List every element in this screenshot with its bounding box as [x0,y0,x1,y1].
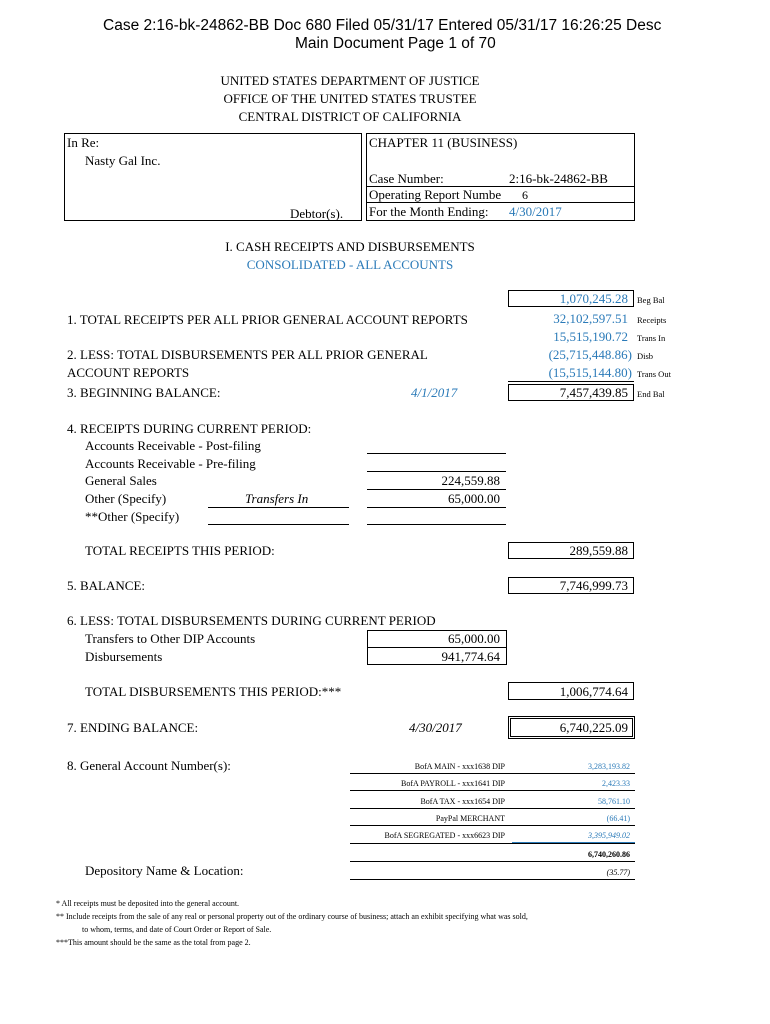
ar-post-label: Accounts Receivable - Post-filing [85,438,261,453]
total-receipts-label: TOTAL RECEIPTS THIS PERIOD: [85,543,275,558]
case-header-line2: Main Document Page 1 of 70 [295,35,496,52]
account-row-line [350,773,635,774]
end-bal-tag: End Bal [637,389,665,399]
section-subtitle: CONSOLIDATED - ALL ACCOUNTS [246,257,454,272]
section-title: I. CASH RECEIPTS AND DISBURSEMENTS [225,239,475,254]
item-1-label: 1. TOTAL RECEIPTS PER ALL PRIOR GENERAL ACCOUNT REPORTS [67,312,468,327]
end-bal-value: 7,457,439.85 [559,385,628,400]
account-row-line [350,790,635,791]
disbursements-value: 941,774.64 [441,649,500,664]
general-sales-label: General Sales [85,473,157,488]
other-value-line [367,507,506,508]
general-sales-line [367,489,506,490]
disb-value: (25,715,448.86) [548,347,632,362]
account-name: BofA PAYROLL - xxx1641 DIP [400,779,505,788]
case-number-label: Case Number: [369,171,444,186]
other-description: Transfers In [245,491,309,506]
account-name: BofA MAIN - xxx1638 DIP [414,762,505,771]
total-disbursements-value: 1,006,774.64 [559,684,628,699]
other-value: 65,000.00 [448,491,500,506]
case-header-line1: Case 2:16-bk-24862-BB Doc 680 Filed 05/31/17 Entered 05/31/17 16:26:25 Desc [103,17,662,34]
ending-balance-date: 4/30/2017 [409,720,462,735]
debtor-label: Debtor(s). [290,206,344,221]
in-re-label: In Re: [67,135,100,150]
footnote-3: ***This amount should be the same as the total from page 2. [56,938,251,947]
beg-bal-tag: Beg Bal [637,295,665,305]
item-2-label: 2. LESS: TOTAL DISBURSEMENTS PER ALL PRIOR GENERAL [67,347,428,362]
account-value: 3,283,193.82 [588,762,630,771]
other2-label: **Other (Specify) [85,509,180,524]
account-value: (66.41) [606,814,630,823]
debtor-name: Nasty Gal Inc. [85,153,161,168]
accounts-total-line [350,861,635,862]
item-6-label: 6. LESS: TOTAL DISBURSEMENTS DURING CURRENT PERIOD [67,613,436,628]
beg-bal-value: 1,070,245.28 [559,291,628,306]
total-disbursements-label: TOTAL DISBURSEMENTS THIS PERIOD:*** [85,684,342,699]
account-name: BofA TAX - xxx1654 DIP [420,797,505,806]
account-value: 58,761.10 [598,797,630,806]
ending-balance-value: 6,740,225.09 [559,720,628,735]
month-ending: 4/30/2017 [509,204,562,219]
receipts-tag: Receipts [637,315,667,325]
item-3-date: 4/1/2017 [411,385,458,400]
general-sales-value: 224,559.88 [441,473,500,488]
other2-desc-line [208,524,349,525]
item-7-label: 7. ENDING BALANCE: [67,720,199,735]
footnote-2: ** Include receipts from the sale of any real or personal property out of the ordinary course of business; attach an exhibit specifying what was sold, [56,912,528,921]
balance-value: 7,746,999.73 [559,578,628,593]
account-name: BofA SEGREGATED - xxx6623 DIP [384,831,505,840]
item-3-label: 3. BEGINNING BALANCE: [67,385,221,400]
account-name: PayPal MERCHANT [435,814,505,823]
depository-label: Depository Name & Location: [85,863,244,878]
item-4-label: 4. RECEIPTS DURING CURRENT PERIOD: [67,421,312,436]
account-value: 2,423.33 [602,779,630,788]
trans-out-tag: Trans Out [637,369,671,379]
report-number: 6 [522,188,528,202]
case-number: 2:16-bk-24862-BB [509,171,608,186]
account-row-line [350,808,635,809]
other2-value-line [367,524,506,525]
trans-out-value: (15,515,144.80) [548,365,632,380]
ar-pre-line [367,471,506,472]
account-value: 3,395,949.02 [588,831,630,840]
other-desc-line [208,507,349,508]
ar-pre-label: Accounts Receivable - Pre-filing [85,456,256,471]
footnote-1: * All receipts must be deposited into the general account. [56,899,240,908]
agency-line1: UNITED STATES DEPARTMENT OF JUSTICE [220,73,480,88]
agency-line2: OFFICE OF THE UNITED STATES TRUSTEE [223,91,477,106]
transfers-dip-label: Transfers to Other DIP Accounts [85,631,256,646]
account-row-line [350,843,635,844]
other-label: Other (Specify) [85,491,167,506]
transfers-dip-value: 65,000.00 [448,631,500,646]
accounts-difference: (35.77) [606,868,630,877]
agency-line3: CENTRAL DISTRICT OF CALIFORNIA [238,109,462,124]
total-receipts-value: 289,559.88 [569,543,628,558]
footnote-2-cont: to whom, terms, and date of Court Order or Report of Sale. [82,925,272,934]
item-5-label: 5. BALANCE: [67,578,145,593]
receipts-value: 32,102,597.51 [553,311,628,326]
report-number-label: Operating Report Numbe [369,187,502,202]
accounts-total: 6,740,260.86 [588,850,630,859]
trans-out-underline [508,381,634,382]
account-row-line [350,825,635,826]
item-2-label-cont: ACCOUNT REPORTS [67,365,190,380]
ar-post-line [367,453,506,454]
chapter-title: CHAPTER 11 (BUSINESS) [369,135,518,150]
trans-in-value: 15,515,190.72 [553,329,628,344]
trans-in-tag: Trans In [637,333,666,343]
item-8-label: 8. General Account Number(s): [67,758,231,773]
depository-line [350,879,635,880]
month-ending-label: For the Month Ending: [369,204,489,219]
disbursements-label: Disbursements [85,649,163,664]
disb-tag: Disb [637,351,654,361]
